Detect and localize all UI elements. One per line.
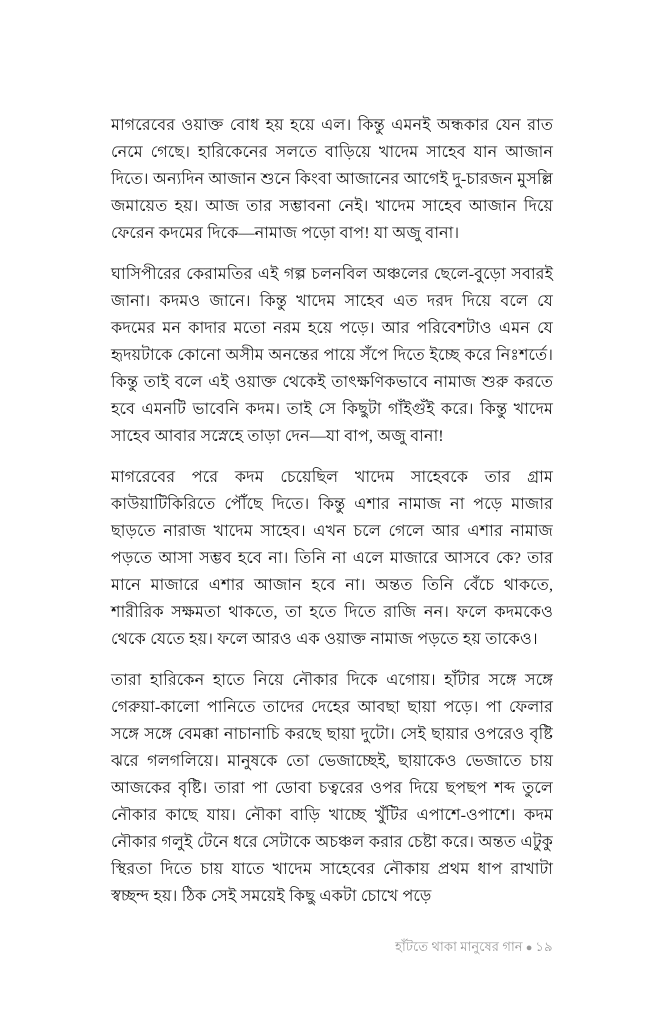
page-body-text xyxy=(111,112,553,910)
page-footer xyxy=(111,938,553,957)
paragraph: মাগরেবের ওয়াক্ত বোধ হয় হয়ে এল। কিন্তু এমনই অন্ধকার যেন রাত নেমে গেছে। হারিকেনের সলতে বাড়িয়ে খাদেম সাহেব যান আজান দিতে। অন্যদিন আজান শুনে কিংবা আজানের আগেই দু-চারজন মুসল্লি জমায়েত হয়। আজ তার সম্ভাবনা নেই। খাদেম সাহেব আজান দিয়ে ফেরেন কদমের দিকে—নামাজ পড়ো বাপ! যা অজু বানা। xyxy=(111,116,553,242)
paragraph: তারা হারিকেন হাতে নিয়ে নৌকার দিকে এগোয়। হাঁটার সঙ্গে সঙ্গে গেরুয়া-কালো পানিতে তাদের দেহের আবছা ছায়া পড়ে। পা ফেলার সঙ্গে সঙ্গে বেমক্কা নাচানাচি করছে ছায়া দুটো। সেই ছায়ার ওপরেও বৃষ্টি ঝরে গলগলিয়ে। মানুষকে তো ভেজাচ্ছেই, ছায়াকেও ভেজাতে চায় আজকের বৃষ্টি। তারা পা ডোবা চত্বরের ওপর দিয়ে ছপছপ শব্দ তুলে নৌকার কাছে যায়। নৌকা বাড়ি খাচ্ছে খুঁটির এপাশে-ওপাশে। কদম নৌকার গলুই টেনে ধরে সেটাকে অচঞ্চল করার চেষ্টা করে। অন্তত এটুকু স্থিরতা দিতে চায় যাতে খাদেম সাহেবের নৌকায় প্রথম ধাপ রাখাটা স্বচ্ছন্দ হয়। ঠিক সেই সময়েই কিছু একটা চোখে পড়ে xyxy=(111,671,553,905)
paragraph: মাগরেবের পরে কদম চেয়েছিল খাদেম সাহেবকে তার গ্রাম কাউয়াটিকিরিতে পৌঁছে দিতে। কিন্তু এশার নামাজ না পড়ে মাজার ছাড়তে নারাজ খাদেম সাহেব। এখন চলে গেলে আর এশার নামাজ পড়তে আসা সম্ভব হবে না। তিনি না এলে মাজারে আসবে কে? তার মানে মাজারে এশার আজান হবে না। অন্তত তিনি বেঁচে থাকতে, শারীরিক সক্ষমতা থাকতে, তা হতে দিতে রাজি নন। ফলে কদমকেও থেকে যেতে হয়। ফলে আরও এক ওয়াক্ত নামাজ পড়তে হয় তাকেও। xyxy=(111,468,553,648)
paragraph: ঘাসিপীরের কেরামতির এই গল্প চলনবিল অঞ্চলের ছেলে-বুড়ো সবারই জানা। কদমও জানে। কিন্তু খাদেম সাহেব এত দরদ দিয়ে বলে যে কদমের মন কাদার মতো নরম হয়ে পড়ে। আর পরিবেশটাও এমন যে হৃদয়টাকে কোনো অসীম অনন্তের পায়ে সঁপে দিতে ইচ্ছে করে নিঃশর্তে। কিন্তু তাই বলে এই ওয়াক্ত থেকেই তাৎক্ষণিকভাবে নামাজ শুরু করতে হবে এমনটি ভাবেনি কদম। তাই সে কিছুটা গাঁইগুঁই করে। কিন্তু খাদেম সাহেব আবার সস্নেহে তাড়া দেন—যা বাপ, অজু বানা! xyxy=(111,265,553,445)
footer-book-title: হাঁটতে থাকা মানুষের গান xyxy=(395,939,523,954)
footer-separator-dot: ● xyxy=(525,941,533,954)
footer-page-number: ১৯ xyxy=(535,939,553,954)
